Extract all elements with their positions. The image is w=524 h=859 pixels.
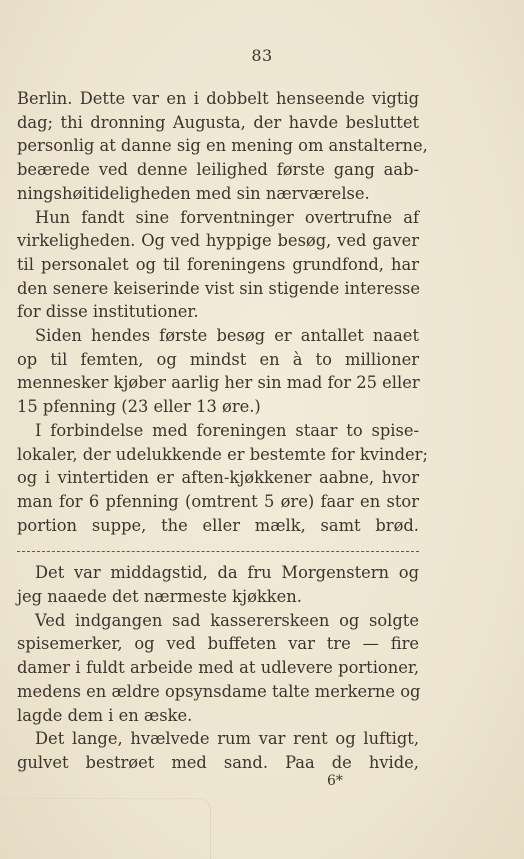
text-line: og i vintertiden er aften-kjøkkener aabne, hvor (17, 468, 419, 488)
text-line: medens en ældre opsynsdame talte merkerne og (17, 681, 421, 701)
text-line: damer i fuldt arbeide med at udlevere portioner, (17, 658, 419, 678)
text-line: op til femten, og mindst en à to millioner (17, 349, 419, 369)
text-line: Siden hendes første besøg er antallet naaet (35, 326, 419, 346)
text-line: mennesker kjøber aarlig her sin mad for 25 eller (17, 373, 420, 393)
signature-mark: 6* (327, 773, 343, 789)
page-edge-shadow (0, 798, 211, 859)
text-line: til personalet og til foreningens grundfond, har (17, 254, 419, 274)
text-line: lagde dem i en æske. (17, 705, 193, 725)
text-line: for disse institutioner. (17, 302, 199, 322)
text-line: Ved indgangen sad kassererskeen og solgte (35, 610, 419, 630)
text-line: Det var middagstid, da fru Morgenstern og (35, 563, 419, 583)
text-line: virkeligheden. Og ved hyppige besøg, ved gaver (17, 231, 419, 251)
dashed-rule (17, 551, 419, 552)
section-separator (17, 537, 419, 561)
text-line: beærede ved denne leilighed første gang aab- (17, 160, 419, 180)
text-line: portion suppe, the eller mælk, samt brød. (17, 515, 419, 535)
text-line: personlig at danne sig en mening om anstalterne, (17, 136, 428, 156)
text-line: gulvet bestrøet med sand. Paa de hvide, (17, 752, 419, 772)
text-line: 15 pfenning (23 eller 13 øre.) (17, 397, 261, 417)
text-line: Det lange, hvælvede rum var rent og luftigt, (35, 729, 419, 749)
text-line: spisemerker, og ved buffeten var tre — fire (17, 634, 419, 654)
text-line: lokaler, der udelukkende er bestemte for kvinder; (17, 444, 428, 464)
text-line: ningshøitideligheden med sin nærværelse. (17, 183, 370, 203)
text-line: jeg naaede det nærmeste kjøkken. (17, 587, 302, 607)
text-line: den senere keiserinde vist sin stigende interesse (17, 278, 421, 298)
text-line: Hun fandt sine forventninger overtrufne af (35, 207, 419, 227)
page-number: 83 (251, 46, 273, 65)
body-text (17, 87, 428, 775)
text-line: Berlin. Dette var en i dobbelt henseende vigtig (17, 89, 419, 108)
text-line: dag; thi dronning Augusta, der havde besluttet (17, 112, 419, 132)
text-line: man for 6 pfenning (omtrent 5 øre) faar en stor (17, 491, 419, 511)
text-line: I forbindelse med foreningen staar to spise- (35, 420, 419, 440)
